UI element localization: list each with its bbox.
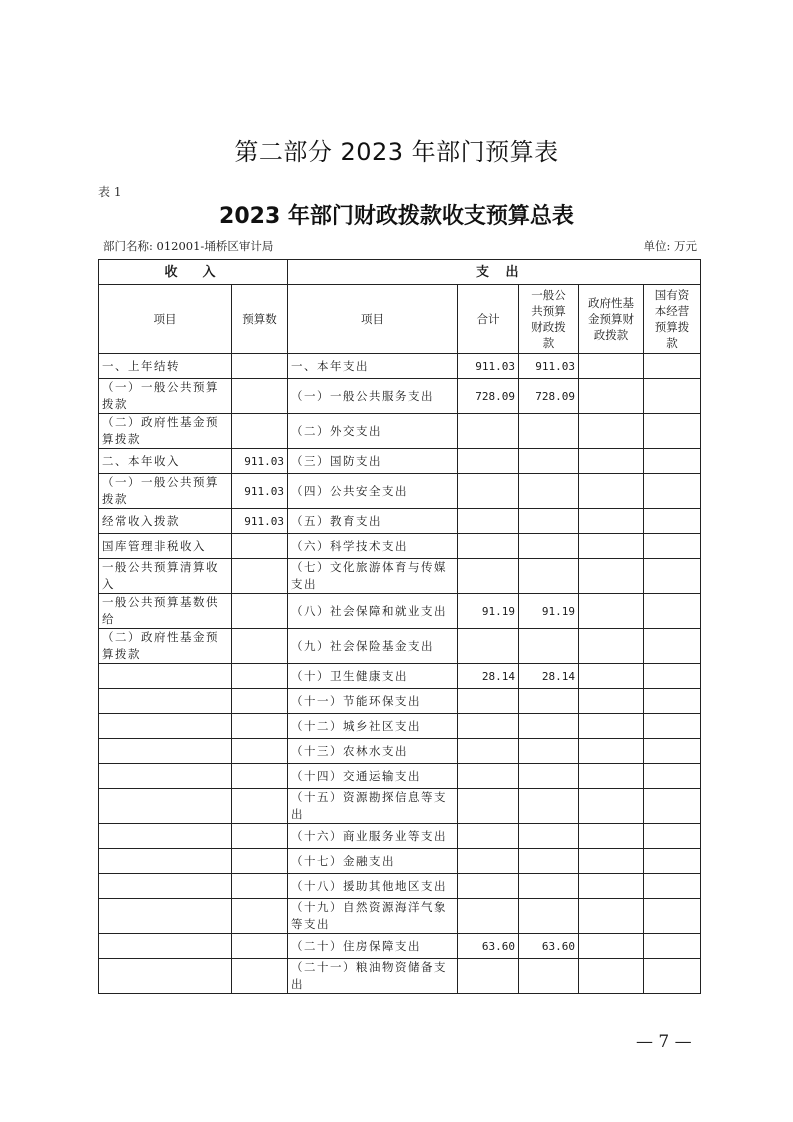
expense-total-cell bbox=[458, 849, 519, 874]
expense-capital-cell bbox=[644, 354, 701, 379]
expense-general-cell bbox=[519, 714, 579, 739]
income-budget-cell: 911.03 bbox=[232, 509, 288, 534]
expense-general-cell bbox=[519, 534, 579, 559]
expense-fund-cell bbox=[579, 739, 644, 764]
table-row bbox=[99, 739, 701, 764]
expense-general-cell bbox=[519, 824, 579, 849]
expense-fund-cell bbox=[579, 414, 644, 449]
expense-total-cell: 63.60 bbox=[458, 934, 519, 959]
expense-general-cell bbox=[519, 559, 579, 594]
income-budget-cell bbox=[232, 629, 288, 664]
expense-item-cell: （二十一）粮油物资储备支出 bbox=[288, 959, 458, 994]
income-budget-cell: 911.03 bbox=[232, 449, 288, 474]
expense-general-cell bbox=[519, 739, 579, 764]
expense-capital-cell bbox=[644, 449, 701, 474]
expense-general-cell bbox=[519, 764, 579, 789]
expense-capital-cell bbox=[644, 474, 701, 509]
expense-general-cell: 911.03 bbox=[519, 354, 579, 379]
expense-fund-cell bbox=[579, 474, 644, 509]
expense-fund-cell bbox=[579, 849, 644, 874]
expense-total-cell bbox=[458, 764, 519, 789]
expense-total-cell: 28.14 bbox=[458, 664, 519, 689]
expense-total-cell: 728.09 bbox=[458, 379, 519, 414]
income-budget-cell bbox=[232, 379, 288, 414]
expense-general-cell bbox=[519, 899, 579, 934]
col-expense-state-capital: 国有资本经营预算拨款 bbox=[644, 285, 701, 354]
expense-total-cell bbox=[458, 559, 519, 594]
expense-general-cell bbox=[519, 849, 579, 874]
expense-fund-cell bbox=[579, 934, 644, 959]
table-row bbox=[99, 689, 701, 714]
expense-item-cell: （十三）农林水支出 bbox=[288, 739, 458, 764]
expense-fund-cell bbox=[579, 874, 644, 899]
expense-capital-cell bbox=[644, 849, 701, 874]
expense-fund-cell bbox=[579, 764, 644, 789]
expense-total-cell: 911.03 bbox=[458, 354, 519, 379]
expense-total-cell bbox=[458, 449, 519, 474]
income-item-cell: （二）政府性基金预算拨款 bbox=[99, 414, 232, 449]
expense-item-cell: （二）外交支出 bbox=[288, 414, 458, 449]
expense-capital-cell bbox=[644, 379, 701, 414]
expense-capital-cell bbox=[644, 629, 701, 664]
income-item-cell bbox=[99, 824, 232, 849]
table-row bbox=[99, 714, 701, 739]
expense-capital-cell bbox=[644, 714, 701, 739]
income-item-cell: （一）一般公共预算拨款 bbox=[99, 474, 232, 509]
table-row bbox=[99, 664, 701, 689]
table-row bbox=[99, 934, 701, 959]
income-item-cell bbox=[99, 714, 232, 739]
expense-total-cell bbox=[458, 689, 519, 714]
income-budget-cell bbox=[232, 664, 288, 689]
expense-general-cell bbox=[519, 629, 579, 664]
expense-capital-cell bbox=[644, 559, 701, 594]
expense-total-cell bbox=[458, 474, 519, 509]
income-budget-cell bbox=[232, 739, 288, 764]
income-item-cell bbox=[99, 849, 232, 874]
expense-item-cell: （十二）城乡社区支出 bbox=[288, 714, 458, 739]
expense-general-cell bbox=[519, 689, 579, 714]
expense-fund-cell bbox=[579, 379, 644, 414]
expense-item-cell: （二十）住房保障支出 bbox=[288, 934, 458, 959]
income-budget-cell bbox=[232, 534, 288, 559]
income-item-cell bbox=[99, 874, 232, 899]
expense-item-cell: （十六）商业服务业等支出 bbox=[288, 824, 458, 849]
table-row bbox=[99, 354, 701, 379]
expense-item-cell: （八）社会保障和就业支出 bbox=[288, 594, 458, 629]
expense-total-cell: 91.19 bbox=[458, 594, 519, 629]
expense-general-cell: 728.09 bbox=[519, 379, 579, 414]
expense-item-cell: 一、本年支出 bbox=[288, 354, 458, 379]
expense-item-cell: （十七）金融支出 bbox=[288, 849, 458, 874]
table-row bbox=[99, 874, 701, 899]
income-budget-cell bbox=[232, 414, 288, 449]
expense-fund-cell bbox=[579, 629, 644, 664]
expense-capital-cell bbox=[644, 934, 701, 959]
table-row bbox=[99, 534, 701, 559]
expense-total-cell bbox=[458, 874, 519, 899]
income-budget-cell bbox=[232, 959, 288, 994]
part-title: 第二部分 2023 年部门预算表 bbox=[234, 138, 559, 166]
expense-general-cell bbox=[519, 474, 579, 509]
expense-fund-cell bbox=[579, 824, 644, 849]
income-item-cell: 一、上年结转 bbox=[99, 354, 232, 379]
table-row bbox=[99, 764, 701, 789]
expense-capital-cell bbox=[644, 509, 701, 534]
expense-item-cell: （一）一般公共服务支出 bbox=[288, 379, 458, 414]
income-budget-cell bbox=[232, 594, 288, 629]
expense-general-cell: 63.60 bbox=[519, 934, 579, 959]
expense-general-cell bbox=[519, 449, 579, 474]
expense-capital-cell bbox=[644, 594, 701, 629]
expense-capital-cell bbox=[644, 764, 701, 789]
expense-general-cell: 28.14 bbox=[519, 664, 579, 689]
income-item-cell: 二、本年收入 bbox=[99, 449, 232, 474]
expense-capital-cell bbox=[644, 874, 701, 899]
income-budget-cell bbox=[232, 559, 288, 594]
income-budget-cell bbox=[232, 874, 288, 899]
expense-item-cell: （十四）交通运输支出 bbox=[288, 764, 458, 789]
expense-fund-cell bbox=[579, 664, 644, 689]
expense-total-cell bbox=[458, 789, 519, 824]
income-item-cell bbox=[99, 899, 232, 934]
income-budget-cell bbox=[232, 354, 288, 379]
income-item-cell bbox=[99, 764, 232, 789]
expense-total-cell bbox=[458, 739, 519, 764]
expense-capital-cell bbox=[644, 899, 701, 934]
income-budget-cell bbox=[232, 764, 288, 789]
income-item-cell bbox=[99, 789, 232, 824]
table-title: 2023 年部门财政拨款收支预算总表 bbox=[219, 204, 574, 229]
income-item-cell: 国库管理非税收入 bbox=[99, 534, 232, 559]
table-row bbox=[99, 414, 701, 449]
expense-item-cell: （十五）资源勘探信息等支出 bbox=[288, 789, 458, 824]
expense-total-cell bbox=[458, 899, 519, 934]
expense-capital-cell bbox=[644, 739, 701, 764]
income-item-cell bbox=[99, 664, 232, 689]
col-expense-fund: 政府性基金预算财政拨款 bbox=[579, 285, 644, 354]
income-item-cell: 经常收入拨款 bbox=[99, 509, 232, 534]
income-budget-cell bbox=[232, 689, 288, 714]
income-item-cell: 一般公共预算清算收入 bbox=[99, 559, 232, 594]
income-item-cell: （二）政府性基金预算拨款 bbox=[99, 629, 232, 664]
table-row bbox=[99, 559, 701, 594]
budget-table bbox=[98, 259, 701, 994]
expense-fund-cell bbox=[579, 594, 644, 629]
expense-general-cell bbox=[519, 874, 579, 899]
expense-item-cell: （十八）援助其他地区支出 bbox=[288, 874, 458, 899]
expense-fund-cell bbox=[579, 714, 644, 739]
income-budget-cell bbox=[232, 899, 288, 934]
col-expense-total: 合计 bbox=[458, 285, 519, 354]
table-row bbox=[99, 789, 701, 824]
expense-item-cell: （六）科学技术支出 bbox=[288, 534, 458, 559]
col-income-item: 项目 bbox=[99, 285, 232, 354]
page-number: — 7 — bbox=[636, 1032, 692, 1052]
table-row bbox=[99, 474, 701, 509]
income-item-cell bbox=[99, 739, 232, 764]
expense-general-cell bbox=[519, 789, 579, 824]
income-budget-cell bbox=[232, 934, 288, 959]
expense-general-cell bbox=[519, 414, 579, 449]
table-row bbox=[99, 824, 701, 849]
expense-fund-cell bbox=[579, 689, 644, 714]
table-row bbox=[99, 594, 701, 629]
expense-fund-cell bbox=[579, 789, 644, 824]
income-item-cell bbox=[99, 959, 232, 994]
income-item-cell bbox=[99, 689, 232, 714]
income-budget-cell bbox=[232, 849, 288, 874]
income-group-header: 收 入 bbox=[99, 260, 288, 285]
department-label: 部门名称: 012001-埇桥区审计局 bbox=[103, 239, 274, 253]
table-row bbox=[99, 899, 701, 934]
expense-item-cell: （四）公共安全支出 bbox=[288, 474, 458, 509]
expense-fund-cell bbox=[579, 899, 644, 934]
expense-total-cell bbox=[458, 414, 519, 449]
income-budget-cell bbox=[232, 824, 288, 849]
expense-item-cell: （十九）自然资源海洋气象等支出 bbox=[288, 899, 458, 934]
expense-total-cell bbox=[458, 534, 519, 559]
income-item-cell: （一）一般公共预算拨款 bbox=[99, 379, 232, 414]
expense-general-cell: 91.19 bbox=[519, 594, 579, 629]
expense-fund-cell bbox=[579, 354, 644, 379]
expense-capital-cell bbox=[644, 414, 701, 449]
expense-item-cell: （三）国防支出 bbox=[288, 449, 458, 474]
expense-item-cell: （五）教育支出 bbox=[288, 509, 458, 534]
expense-capital-cell bbox=[644, 959, 701, 994]
expense-fund-cell bbox=[579, 534, 644, 559]
income-budget-cell: 911.03 bbox=[232, 474, 288, 509]
expense-item-cell: （十）卫生健康支出 bbox=[288, 664, 458, 689]
income-budget-cell bbox=[232, 789, 288, 824]
expense-capital-cell bbox=[644, 534, 701, 559]
table-row bbox=[99, 629, 701, 664]
expense-fund-cell bbox=[579, 509, 644, 534]
table-row bbox=[99, 449, 701, 474]
expense-total-cell bbox=[458, 509, 519, 534]
unit-label: 单位: 万元 bbox=[643, 239, 697, 253]
expense-total-cell bbox=[458, 629, 519, 664]
expense-group-header: 支 出 bbox=[288, 260, 701, 285]
income-budget-cell bbox=[232, 714, 288, 739]
table-meta bbox=[103, 238, 697, 254]
expense-capital-cell bbox=[644, 789, 701, 824]
table-row bbox=[99, 509, 701, 534]
expense-total-cell bbox=[458, 959, 519, 994]
expense-general-cell bbox=[519, 959, 579, 994]
col-expense-item: 项目 bbox=[288, 285, 458, 354]
table-number: 表 1 bbox=[98, 185, 122, 199]
income-item-cell: 一般公共预算基数供给 bbox=[99, 594, 232, 629]
table-row bbox=[99, 379, 701, 414]
expense-capital-cell bbox=[644, 664, 701, 689]
expense-capital-cell bbox=[644, 824, 701, 849]
expense-item-cell: （九）社会保险基金支出 bbox=[288, 629, 458, 664]
expense-item-cell: （七）文化旅游体育与传媒支出 bbox=[288, 559, 458, 594]
income-item-cell bbox=[99, 934, 232, 959]
col-income-budget: 预算数 bbox=[232, 285, 288, 354]
expense-total-cell bbox=[458, 714, 519, 739]
expense-fund-cell bbox=[579, 959, 644, 994]
expense-capital-cell bbox=[644, 689, 701, 714]
table-row bbox=[99, 959, 701, 994]
expense-general-cell bbox=[519, 509, 579, 534]
expense-fund-cell bbox=[579, 559, 644, 594]
table-row bbox=[99, 849, 701, 874]
col-expense-general: 一般公共预算财政拨款 bbox=[519, 285, 579, 354]
expense-total-cell bbox=[458, 824, 519, 849]
expense-item-cell: （十一）节能环保支出 bbox=[288, 689, 458, 714]
expense-fund-cell bbox=[579, 449, 644, 474]
